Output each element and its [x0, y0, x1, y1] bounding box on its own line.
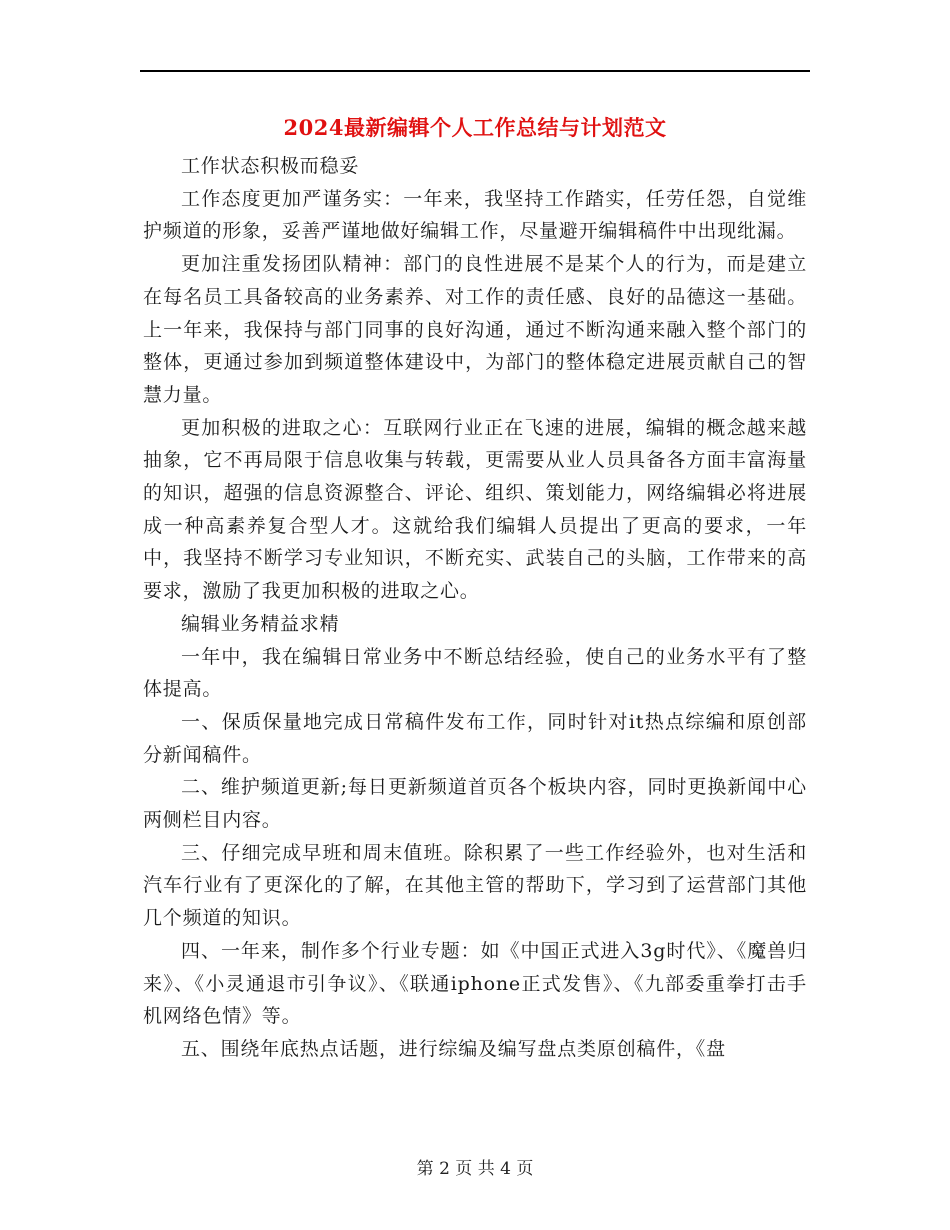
section-heading-work-status: 工作状态积极而稳妥	[181, 155, 360, 177]
list-item-2: 二、维护频道更新;每日更新频道首页各个板块内容，同时更换新闻中心两侧栏目内容。	[143, 776, 807, 832]
list-item-3: 三、仔细完成早班和周末值班。除积累了一些工作经验外，也对生活和汽车行业有了更深化的了解，在其他主管的帮助下，学习到了运营部门其他几个频道的知识。	[143, 841, 807, 930]
paragraph-enterprising-spirit: 更加积极的进取之心：互联网行业正在飞速的进展，编辑的概念越来越抽象，它不再局限于信息收集与转载，更需要从业人员具备各方面丰富海量的知识，超强的信息资源整合、评论、组织、策划能力，网络编辑必将进展成一种高素养复合型人才。这就给我们编辑人员提出了更高的要求，一年中，我坚持不断学习专业知识，不断充实、武装自己的头脑，工作带来的高要求，激励了我更加积极的进取之心。	[143, 416, 807, 603]
list-item-4: 四、一年来，制作多个行业专题：如《中国正式进入3g时代》、《魔兽归来》、《小灵通退市引争议》、《联通iphone正式发售》、《九部委重拳打击手机网络色情》等。	[143, 939, 807, 1028]
page-number-footer: 第 2 页 共 4 页	[416, 1159, 534, 1179]
paragraph-work-attitude: 工作态度更加严谨务实：一年来，我坚持工作踏实，任劳任怨，自觉维护频道的形象，妥善严谨地做好编辑工作，尽量避开编辑稿件中出现纰漏。	[143, 187, 807, 243]
paragraph-team-spirit: 更加注重发扬团队精神：部门的良性进展不是某个人的行为，而是建立在每名员工具备较高的业务素养、对工作的责任感、良好的品德这一基础。上一年来，我保持与部门同事的良好沟通，通过不断沟通来融入整个部门的整体，更通过参加到频道整体建设中，为部门的整体稳定进展贡献自己的智慧力量。	[143, 253, 807, 406]
paragraph-business-summary: 一年中，我在编辑日常业务中不断总结经验，使自己的业务水平有了整体提高。	[143, 645, 807, 701]
header-rule	[140, 70, 810, 72]
list-item-1: 一、保质保量地完成日常稿件发布工作，同时针对it热点综编和原创部分新闻稿件。	[143, 710, 807, 766]
section-heading-editing-business: 编辑业务精益求精	[181, 612, 340, 635]
list-item-5: 五、围绕年底热点话题，进行综编及编写盘点类原创稿件，《盘	[181, 1037, 726, 1060]
document-title: 2024最新编辑个人工作总结与计划范文	[283, 115, 667, 140]
document-body	[143, 150, 807, 1066]
